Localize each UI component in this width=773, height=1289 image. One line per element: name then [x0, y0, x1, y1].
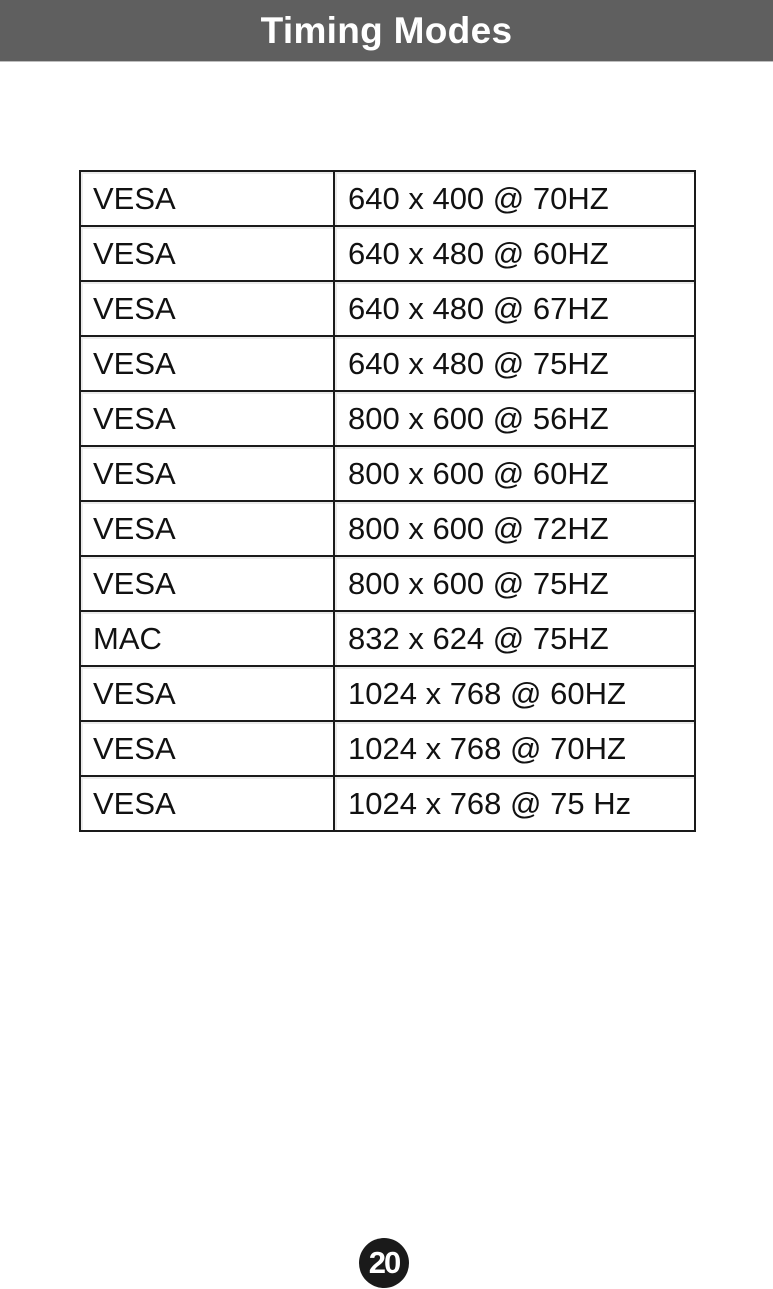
table-row — [80, 281, 695, 336]
page-title: Timing Modes — [260, 10, 513, 51]
standard-cell: VESA — [80, 171, 334, 226]
mode-cell: 800 x 600 @ 72HZ — [334, 501, 695, 556]
page-number-badge: 20 — [359, 1238, 409, 1288]
timing-modes-body — [80, 171, 695, 831]
mode-cell: 1024 x 768 @ 60HZ — [334, 666, 695, 721]
standard-cell: MAC — [80, 611, 334, 666]
table-row — [80, 501, 695, 556]
table-row — [80, 171, 695, 226]
table-row — [80, 226, 695, 281]
mode-cell: 1024 x 768 @ 75 Hz — [334, 776, 695, 831]
standard-cell: VESA — [80, 721, 334, 776]
mode-cell: 800 x 600 @ 75HZ — [334, 556, 695, 611]
table-row — [80, 556, 695, 611]
table-row — [80, 611, 695, 666]
mode-cell: 640 x 480 @ 67HZ — [334, 281, 695, 336]
standard-cell: VESA — [80, 226, 334, 281]
mode-cell: 800 x 600 @ 56HZ — [334, 391, 695, 446]
table-row — [80, 666, 695, 721]
mode-cell: 832 x 624 @ 75HZ — [334, 611, 695, 666]
standard-cell: VESA — [80, 336, 334, 391]
standard-cell: VESA — [80, 776, 334, 831]
mode-cell: 640 x 480 @ 60HZ — [334, 226, 695, 281]
header-bar — [0, 0, 773, 62]
standard-cell: VESA — [80, 281, 334, 336]
mode-cell: 640 x 480 @ 75HZ — [334, 336, 695, 391]
standard-cell: VESA — [80, 556, 334, 611]
table-row — [80, 391, 695, 446]
mode-cell: 640 x 400 @ 70HZ — [334, 171, 695, 226]
table-row — [80, 776, 695, 831]
standard-cell: VESA — [80, 501, 334, 556]
table-row — [80, 721, 695, 776]
standard-cell: VESA — [80, 391, 334, 446]
mode-cell: 800 x 600 @ 60HZ — [334, 446, 695, 501]
standard-cell: VESA — [80, 666, 334, 721]
table-row — [80, 336, 695, 391]
standard-cell: VESA — [80, 446, 334, 501]
table-row — [80, 446, 695, 501]
timing-modes-table — [79, 170, 696, 832]
mode-cell: 1024 x 768 @ 70HZ — [334, 721, 695, 776]
